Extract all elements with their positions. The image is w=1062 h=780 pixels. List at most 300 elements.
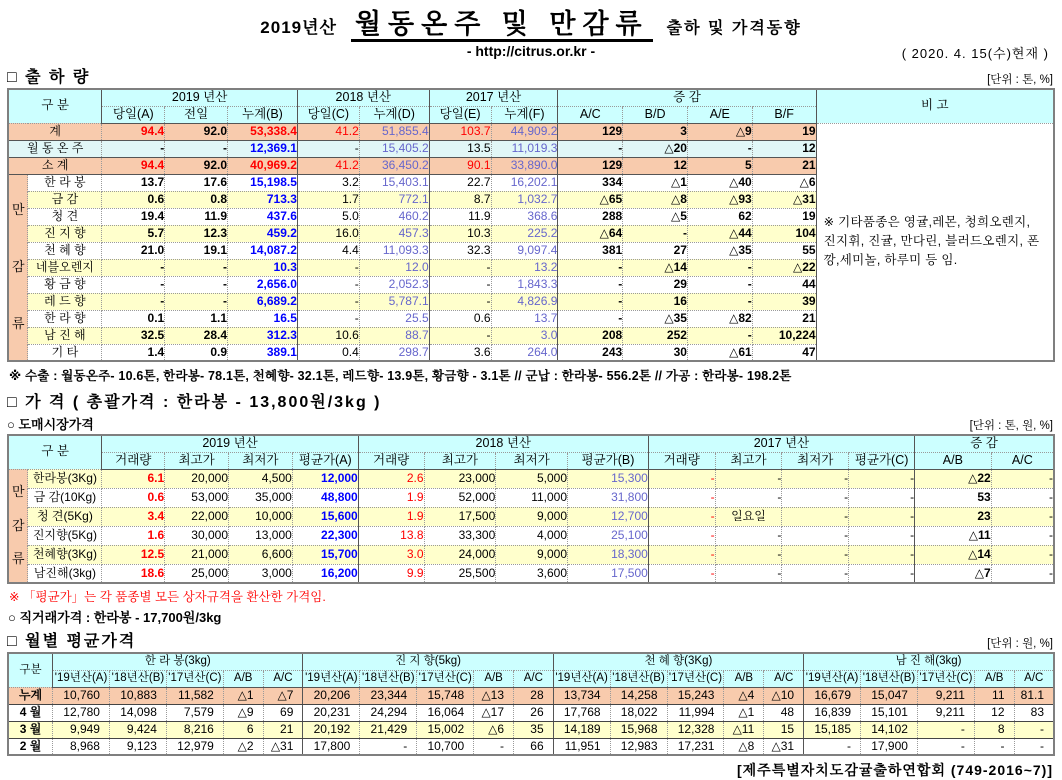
cell: △20 [623,140,688,157]
column-header: A/B [474,670,514,687]
cell: - [991,526,1054,545]
row-label: 네블오렌지 [28,259,102,276]
row-label: 남진해(3kg) [28,564,102,583]
cell: 3.4 [102,507,165,526]
cell: 10,700 [417,738,474,755]
cell: 21,429 [360,721,417,738]
cell: 15,185 [804,721,861,738]
cell: 17,500 [568,564,649,583]
cell: 14,098 [109,704,166,721]
cell: 12 [623,157,688,174]
cell: 33,300 [424,526,496,545]
cell: △11 [915,526,992,545]
cell: - [165,140,228,157]
cell: 24,000 [424,545,496,564]
cell: 103.7 [429,123,491,140]
cell: 298.7 [359,344,429,361]
column-header: '18년산(B) [610,670,667,687]
cell: 44 [752,276,816,293]
category-strip-label [9,182,27,352]
cell: 66 [514,738,554,755]
cell: 334 [558,174,623,191]
row-label: 한라봉(3Kg) [28,469,102,488]
column-header: A/E [687,106,752,123]
cell: - [623,225,688,242]
cell: 9,097.4 [491,242,558,259]
cell: 12.5 [102,545,165,564]
row-label: 소 계 [8,157,102,174]
column-header: '18년산(B) [861,670,918,687]
cell: 6,600 [229,545,293,564]
cell: 16,202.1 [491,174,558,191]
cell: 11,093.3 [359,242,429,259]
cell: 10,883 [109,687,166,704]
cell: 48,800 [292,488,358,507]
cell: △8 [724,738,764,755]
cell: - [849,469,915,488]
cell: - [782,526,849,545]
cell: 13.5 [429,140,491,157]
cell: - [782,488,849,507]
table-row [8,469,1054,488]
column-header: 당일(C) [297,106,359,123]
cell: 12.3 [165,225,228,242]
cell: △6 [752,174,816,191]
page-title: 월동온주 및 만감류 [351,10,653,42]
cell: - [715,526,782,545]
cell: 16.0 [297,225,359,242]
cell: 27 [623,242,688,259]
cell: - [102,276,165,293]
cell: 12,369.1 [228,140,298,157]
table-row [8,738,1054,755]
cell: △31 [752,191,816,208]
cell: 129 [558,123,623,140]
column-header: '17년산(C) [417,670,474,687]
cell: 11 [974,687,1014,704]
row-label: 누계 [8,687,53,704]
group [8,123,1054,361]
cell: 28.4 [165,327,228,344]
cell: 44,909.2 [491,123,558,140]
cell: 459.2 [228,225,298,242]
cell: 15,405.2 [359,140,429,157]
strip-char: 만 [11,484,25,500]
cell: 69 [263,704,303,721]
cell: 11,951 [553,738,610,755]
cell: 12,328 [667,721,724,738]
cell: 36,450.2 [359,157,429,174]
cell: 3.2 [297,174,359,191]
cell: - [102,140,165,157]
cell: 104 [752,225,816,242]
cell: - [782,545,849,564]
cell: 14,087.2 [228,242,298,259]
column-header: 당일(A) [102,106,165,123]
cell: 6.1 [102,469,165,488]
cell: 243 [558,344,623,361]
gubun-header: 구 분 [8,435,102,469]
monthly-price-table [7,652,1055,756]
cell: 20,000 [165,469,229,488]
cell: △8 [623,191,688,208]
cell: 15,403.1 [359,174,429,191]
row-label: 진지향(5Kg) [28,526,102,545]
cell: 21,000 [165,545,229,564]
cell: 29 [623,276,688,293]
cell: 288 [558,208,623,225]
group-header: 남 진 해(3kg) [804,653,1054,670]
cell: 15,600 [292,507,358,526]
cell: 3.6 [429,344,491,361]
table-row [8,452,1054,469]
column-header: '19년산(A) [53,670,110,687]
cell: 10.6 [297,327,359,344]
cell: 3.0 [358,545,424,564]
cell: 5,787.1 [359,293,429,310]
cell: 13,000 [229,526,293,545]
cell: - [648,469,715,488]
wholesale-section-bar [7,414,1055,433]
cell: 10.3 [429,225,491,242]
cell: 16,839 [804,704,861,721]
column-header: 평균가(C) [849,452,915,469]
cell: - [804,738,861,755]
cell: △10 [764,687,804,704]
column-header: '18년산(B) [360,670,417,687]
cell: 4,826.9 [491,293,558,310]
column-header: 누계(D) [359,106,429,123]
cell: 53 [915,488,992,507]
cell: 12,700 [568,507,649,526]
cell: 9,000 [496,545,568,564]
row-label: 기 타 [28,344,102,361]
cell: 389.1 [228,344,298,361]
column-header: 누계(B) [228,106,298,123]
cell: 4,000 [496,526,568,545]
column-header: 누계(F) [491,106,558,123]
column-header: A/C [991,452,1054,469]
group-header: 증 감 [915,435,1054,452]
cell: - [102,293,165,310]
category-strip [8,469,28,583]
cell: 13,734 [553,687,610,704]
column-header: 최저가 [229,452,293,469]
direct-price-note: ○ 직거래가격 : 한라봉 - 17,700원/3kg [8,610,222,625]
cell: 35 [514,721,554,738]
cell: 3 [623,123,688,140]
cell: △4 [724,687,764,704]
cell: - [558,293,623,310]
cell: 10,760 [53,687,110,704]
cell: △9 [687,123,752,140]
cell: 9,211 [917,704,974,721]
footer-org: [제주특별자치도감귤출하연합회 (749-2016~7)] [736,762,1053,778]
cell: 11,019.3 [491,140,558,157]
row-label: 청 견(5Kg) [28,507,102,526]
table-row [8,564,1054,583]
cell: 12,780 [53,704,110,721]
cell: 20,231 [303,704,360,721]
cell: - [687,276,752,293]
cell: 14,258 [610,687,667,704]
cell: 208 [558,327,623,344]
cell: 129 [558,157,623,174]
cell: 9.9 [358,564,424,583]
cell: 12.0 [359,259,429,276]
export-note: ※ 수출 : 월동온주- 10.6톤, 한라봉- 78.1톤, 천혜향- 32.1톤, 레드향- 13.9톤, 황금향 - 3.1톤 // 군납 : 한라봉- 556.2톤 // 가공 : 한라봉- 198.2톤 [9,369,792,383]
row-label: 남 진 해 [28,327,102,344]
cell: - [297,293,359,310]
cell: △35 [623,310,688,327]
cell: △7 [915,564,992,583]
cell: 772.1 [359,191,429,208]
cell: 23,000 [424,469,496,488]
table-row [8,488,1054,507]
cell: 7,579 [166,704,223,721]
cell: 17,900 [861,738,918,755]
column-header: B/F [752,106,816,123]
report-date: ( 2020. 4. 15(수)현재 ) [901,46,1049,61]
cell: - [360,738,417,755]
cell: 19.1 [165,242,228,259]
column-header: 평균가(A) [292,452,358,469]
cell: - [648,488,715,507]
cell: 12 [974,704,1014,721]
cell: 0.8 [165,191,228,208]
cell: 5 [687,157,752,174]
column-header: '17년산(C) [166,670,223,687]
table-row [8,704,1054,721]
cell: - [849,526,915,545]
cell: △17 [474,704,514,721]
cell: 53,338.4 [228,123,298,140]
cell: - [558,310,623,327]
cell: 18.6 [102,564,165,583]
group [8,435,1054,469]
unit-label-shipment: [단위 : 톤, %] [987,74,1053,86]
strip-char: 류 [11,550,25,566]
group [8,89,1054,123]
cell: 15,968 [610,721,667,738]
column-header: '17년산(C) [667,670,724,687]
row-label: 월 동 온 주 [8,140,102,157]
cell: △5 [623,208,688,225]
cell: 15 [764,721,804,738]
cell: 9,949 [53,721,110,738]
cell: 381 [558,242,623,259]
group-header: 진 지 향(5kg) [303,653,553,670]
column-header: B/D [623,106,688,123]
group-header: 한 라 봉(3kg) [53,653,303,670]
column-header: 최저가 [782,452,849,469]
column-header: 최고가 [165,452,229,469]
column-header: '19년산(A) [553,670,610,687]
cell: 24,294 [360,704,417,721]
cell: - [102,259,165,276]
group [8,653,1054,687]
cell: 39 [752,293,816,310]
table-row [8,507,1054,526]
table-row [8,687,1054,704]
cell: 264.0 [491,344,558,361]
column-header: 거래량 [648,452,715,469]
cell: 32.3 [429,242,491,259]
cell: - [991,488,1054,507]
cell: 8,216 [166,721,223,738]
cell: 225.2 [491,225,558,242]
cell: 11,582 [166,687,223,704]
column-header: 당일(E) [429,106,491,123]
cell: 17.6 [165,174,228,191]
monthly-section-bar [7,628,1055,651]
cell: - [165,293,228,310]
group-header: 증 감 [558,89,816,106]
cell: - [974,738,1014,755]
group [8,687,1054,755]
cell: 15,047 [861,687,918,704]
column-header: 거래량 [358,452,424,469]
cell: 10.3 [228,259,298,276]
cell: 9,123 [109,738,166,755]
cell: 8,968 [53,738,110,755]
cell: 3,000 [229,564,293,583]
cell: 18,022 [610,704,667,721]
cell: 3.0 [491,327,558,344]
cell: △9 [223,704,263,721]
cell: 83 [1014,704,1054,721]
cell: 15,700 [292,545,358,564]
cell: 4,500 [229,469,293,488]
cell: 88.7 [359,327,429,344]
cell: - [1014,721,1054,738]
row-label: 한 라 봉 [28,174,102,191]
cell: 13.7 [102,174,165,191]
row-label: 한 라 향 [28,310,102,327]
column-header: '18년산(B) [109,670,166,687]
cell: 9,000 [496,507,568,526]
cell: - [782,507,849,526]
cell: △14 [915,545,992,564]
group-header: 2018 년산 [297,89,429,106]
row-label: 2 월 [8,738,53,755]
group-header: 천 혜 향(3Kg) [553,653,803,670]
cell: 21 [263,721,303,738]
section-heading-monthly: □ 월별 평균가격 [7,633,137,650]
cell: 10,000 [229,507,293,526]
cell: △2 [223,738,263,755]
cell: △31 [764,738,804,755]
cell: 5.0 [297,208,359,225]
column-header: '19년산(A) [303,670,360,687]
column-header: A/B [724,670,764,687]
group-header: 2017 년산 [429,89,558,106]
cell: 19 [752,123,816,140]
cell: - [474,738,514,755]
column-header: 최고가 [424,452,496,469]
bigo-header: 비 고 [816,89,1054,123]
cell: - [849,488,915,507]
cell: - [715,488,782,507]
category-strip-label [9,476,27,576]
cell: △14 [623,259,688,276]
row-label: 천혜향(3Kg) [28,545,102,564]
cell: 14,102 [861,721,918,738]
cell: 55 [752,242,816,259]
bigo-cell [816,123,1054,361]
row-label: 4 월 [8,704,53,721]
cell: 18,300 [568,545,649,564]
column-header: A/B [915,452,992,469]
table-row [8,526,1054,545]
cell: 20,206 [303,687,360,704]
cell: △40 [687,174,752,191]
cell: 13.2 [491,259,558,276]
cell: 33,890.0 [491,157,558,174]
cell: 5.7 [102,225,165,242]
column-header: 거래량 [102,452,165,469]
cell: 11.9 [165,208,228,225]
cell: 25,000 [165,564,229,583]
cell: 92.0 [165,157,228,174]
cell: 25,100 [568,526,649,545]
group-header: 2018 년산 [358,435,648,452]
cell: 94.4 [102,157,165,174]
cell: - [917,738,974,755]
cell: - [687,140,752,157]
table-row [8,721,1054,738]
group-header: 2017 년산 [648,435,914,452]
cell: 23 [915,507,992,526]
cell: 81.1 [1014,687,1054,704]
cell: 8.7 [429,191,491,208]
cell: 92.0 [165,123,228,140]
cell: 일요일 [715,507,782,526]
cell: 10,224 [752,327,816,344]
cell: 713.3 [228,191,298,208]
cell: - [991,545,1054,564]
cell: △35 [687,242,752,259]
cell: △1 [724,704,764,721]
column-header: A/C [764,670,804,687]
cell: - [687,327,752,344]
row-label: 금 감(10Kg) [28,488,102,507]
cell: 17,500 [424,507,496,526]
row-label: 금 감 [28,191,102,208]
cell: 11.9 [429,208,491,225]
group-header: 2019 년산 [102,89,298,106]
cell: 28 [514,687,554,704]
table-row [8,545,1054,564]
unit-label-wholesale: [단위 : 톤, 원, %] [969,420,1053,432]
cell: 22,300 [292,526,358,545]
table-row [8,653,1054,670]
cell: - [991,507,1054,526]
cell: 90.1 [429,157,491,174]
gubun-header: 구분 [8,653,53,687]
cell: 47 [752,344,816,361]
cell: 1.7 [297,191,359,208]
cell: 16.5 [228,310,298,327]
cell: 14,189 [553,721,610,738]
cell: 0.6 [102,191,165,208]
cell: △22 [915,469,992,488]
cell: 23,344 [360,687,417,704]
cell: △61 [687,344,752,361]
cell: △44 [687,225,752,242]
cell: - [165,276,228,293]
cell: 12,979 [166,738,223,755]
